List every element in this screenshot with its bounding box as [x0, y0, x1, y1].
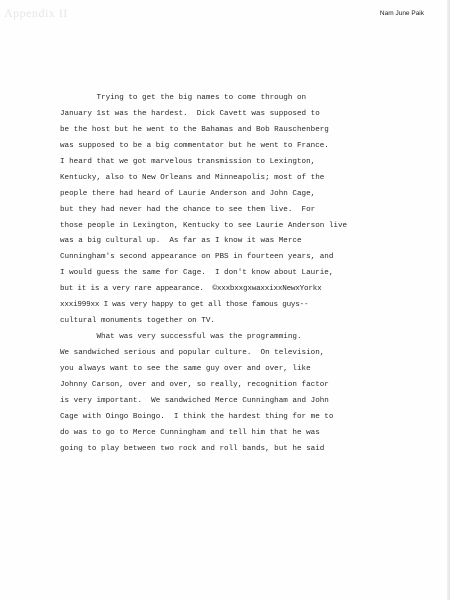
text-line: do was to go to Merce Cunningham and tell him that he was	[60, 428, 320, 437]
text-line: people there had heard of Laurie Anderson and John Cage,	[60, 189, 316, 198]
text-line: January 1st was the hardest. Dick Cavett was supposed to	[60, 109, 320, 118]
text-line: cultural monuments together on TV.	[60, 317, 215, 326]
text-line: be the host but he went to the Bahamas and Bob Rauschenberg	[60, 125, 329, 134]
text-line: you always want to see the same guy over and over, like	[60, 364, 311, 373]
text-line: Kentucky, also to New Orleans and Minneapolis; most of the	[60, 173, 325, 182]
text-line: those people in Lexington, Kentucky to see Laurie Anderson live	[60, 221, 348, 230]
text-line: I would guess the same for Cage. I don't know about Laurie,	[60, 269, 334, 278]
text-line: Trying to get the big names to come through on	[60, 94, 307, 102]
text-line: was supposed to be a big commentator but he went to France.	[60, 141, 329, 150]
typed-body-text	[60, 91, 410, 458]
struck-through-line: but it is a very rare appearance. ©xxxbxxgxwaxxixxNewxYorkx	[60, 285, 322, 294]
text-line: What was very successful was the programming.	[60, 333, 302, 342]
text-line: Johnny Carson, over and over, so really, recognition factor	[60, 380, 329, 389]
text-line: I heard that we got marvelous transmission to Lexington,	[60, 157, 316, 166]
text-line: Cunningham's second appearance on PBS in fourteen years, and	[60, 253, 334, 262]
faint-header-label: Appendix II	[4, 6, 68, 20]
author-header-label: Nam June Paik	[379, 10, 424, 17]
text-line: is very important. We sandwiched Merce Cunningham and John	[60, 396, 329, 405]
text-line: was a big cultural up. As far as I know it was Merce	[60, 237, 302, 246]
struck-through-line: xxxi999xx I was very happy to get all those famous guys--	[60, 301, 309, 310]
text-line: but they had never had the chance to see them live. For	[60, 205, 316, 214]
text-line: going to play between two rock and roll bands, but he said	[60, 444, 325, 453]
text-line: Cage with Oingo Boingo. I think the hardest thing for me to	[60, 412, 334, 421]
text-line: We sandwiched serious and popular culture. On television,	[60, 349, 325, 357]
